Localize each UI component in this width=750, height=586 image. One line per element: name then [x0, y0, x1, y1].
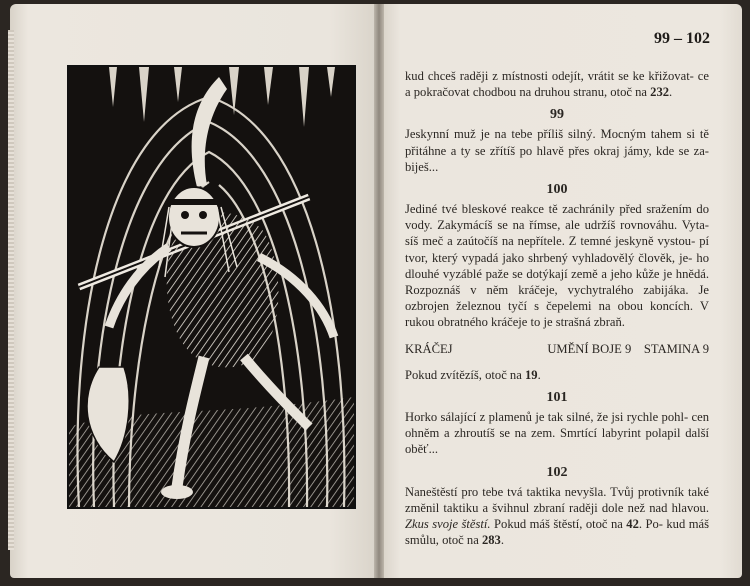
s102-part-c: . Po- kud máš smůlu, otoč na — [405, 517, 709, 548]
s102-end: . — [500, 533, 504, 548]
right-column-text — [405, 68, 709, 548]
section-number-101: 101 — [546, 390, 568, 406]
s102-part-a: Naneštěstí pro tebe tvá taktika nevyšla. Tvůj protivník také změnil taktiku a švihnul zbraní raději dole než nad hlavou. — [405, 484, 709, 515]
section-ref-283[interactable]: 283 — [481, 533, 501, 548]
test-luck-instruction: Zkus svoje štěstí. — [405, 517, 491, 532]
section-number-100: 100 — [546, 182, 568, 198]
creature-illustration — [67, 65, 356, 509]
section-ref-42[interactable]: 42 — [626, 517, 639, 532]
enemy-stamina: STAMINA 9 — [643, 341, 709, 356]
section-100-text: Jediné tvé bleskové reakce tě zachránily před sražením do vody. Zakymácíš se na římse, ale udržíš rovnováhu. Vyta- síš meč a zaútočíš na nepřítele. Z temné jeskyně vystou- pí tvor, který vypadá jako shrbený vyhladovělý člověk, je- ho dlouhé vyzáblé paže se dotýkají země a jeho kůže je hnědá. Rozpoznáš v něm kráčeje, vychytralého zabijáka. Je ozbrojen železnou tyčí s čepelemi na obou koncích. V rukou obratného kráčeje to je strašná zbraň. — [405, 202, 709, 330]
enemy-stat-line — [405, 341, 709, 357]
win-text: Pokud zvítězíš, otoč na — [405, 367, 525, 382]
s102-part-b: Pokud máš štěstí, otoč na — [490, 517, 627, 532]
section-99-text: Jeskynní muž je na tebe příliš silný. Mocným tahem si tě přitáhne a ty se zřítíš po hlavě přes okraj jámy, kde se za- biješ... — [405, 127, 709, 174]
section-number-102: 102 — [546, 464, 568, 480]
section-ref-232[interactable]: 232 — [650, 85, 670, 100]
page-range-header: 99 – 102 — [654, 30, 710, 47]
section-ref-19[interactable]: 19 — [524, 367, 538, 382]
page-edges — [8, 30, 14, 550]
book-gutter — [374, 4, 384, 578]
section-101-text: Horko sálající z plamenů je tak silné, že jsi rychle pohl- cen ohněm a zhroutíš se na zem. Smrtící labyrint polapil další oběť... — [405, 410, 709, 457]
enemy-name: KRÁČEJ — [405, 341, 453, 356]
intro-text: kud chceš raději z místnosti odejít, vrátit se ke křižovat- ce a pokračovat chodbou na druhou stranu, otoč na — [405, 69, 709, 100]
section-number-99: 99 — [550, 107, 564, 123]
enemy-skill: UMĚNÍ BOJE 9 — [547, 341, 632, 356]
win-paragraph: Pokud zvítězíš, otoč na 19. — [405, 367, 541, 382]
intro-paragraph: kud chceš raději z místnosti odejít, vrátit se ke křižovat- ce a pokračovat chodbou na druhou stranu, otoč na 232. — [405, 69, 709, 100]
section-102-text — [405, 484, 709, 549]
